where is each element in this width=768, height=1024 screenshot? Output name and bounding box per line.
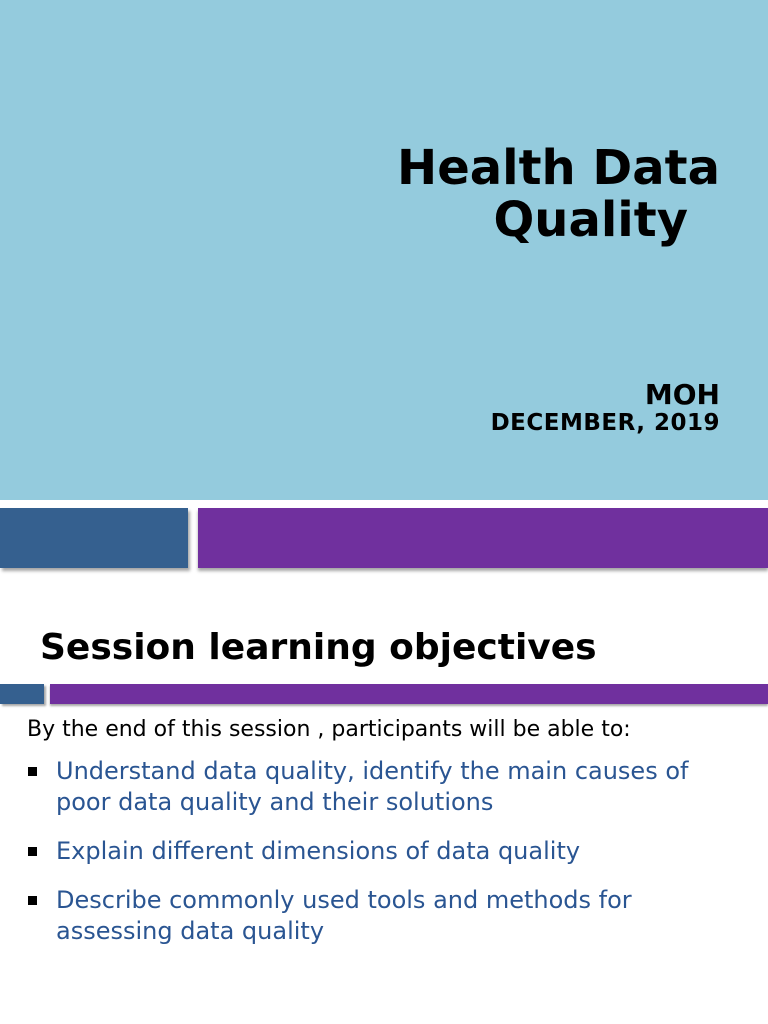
decorative-purple-bar — [198, 508, 768, 568]
square-bullet-icon — [28, 847, 37, 856]
title-line-2: Quality — [493, 192, 688, 248]
objectives-slide — [0, 580, 768, 1024]
square-bullet-icon — [28, 896, 37, 905]
objectives-list — [26, 756, 746, 965]
decorative-purple-bar — [50, 684, 768, 704]
objectives-intro: By the end of this session , participants will be able to: — [27, 717, 631, 742]
objective-item — [26, 836, 746, 867]
objective-text: Understand data quality, identify the main causes of poor data quality and their solutions — [56, 757, 689, 816]
decorative-blue-bar — [0, 508, 188, 568]
presentation-title — [120, 142, 720, 246]
objectives-heading: Session learning objectives — [40, 627, 597, 668]
presentation-date: DECEMBER, 2019 — [490, 410, 720, 436]
objective-text: Describe commonly used tools and methods for assessing data quality — [56, 886, 632, 945]
objective-item — [26, 885, 746, 947]
presentation-author: MOH — [644, 378, 720, 411]
objective-item — [26, 756, 746, 818]
square-bullet-icon — [28, 767, 37, 776]
decorative-blue-bar — [0, 684, 44, 704]
objective-text: Explain different dimensions of data quality — [56, 837, 581, 865]
title-line-1: Health Data — [397, 140, 720, 196]
